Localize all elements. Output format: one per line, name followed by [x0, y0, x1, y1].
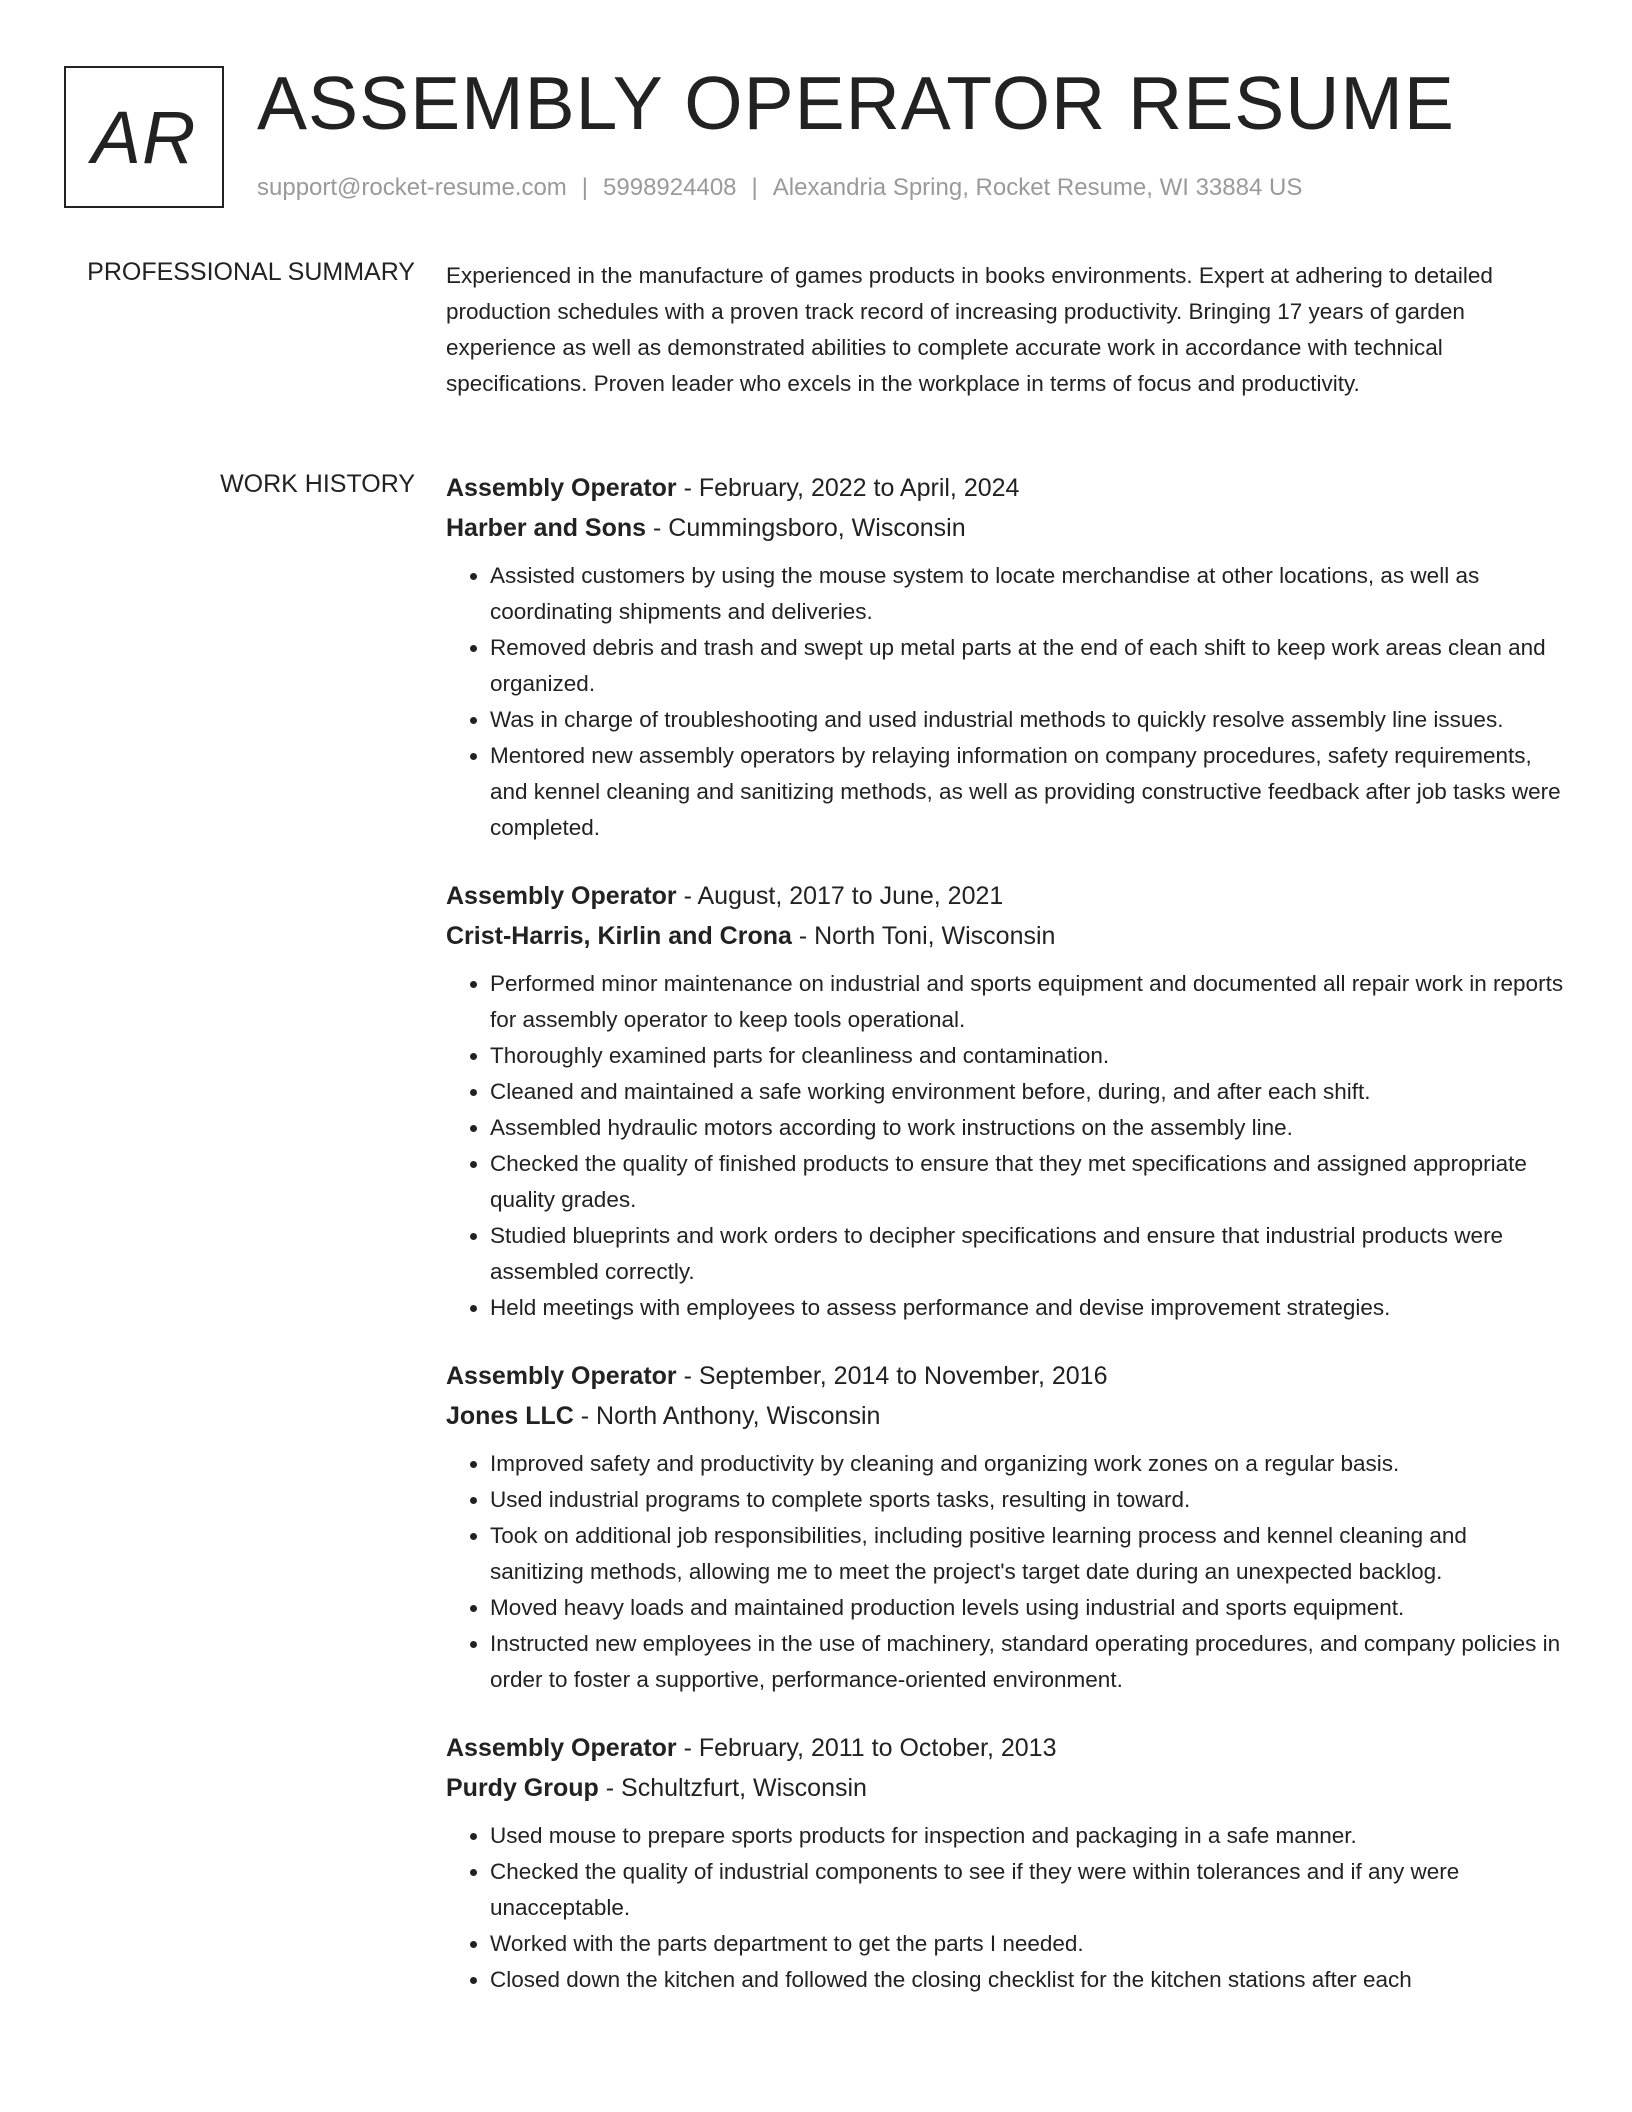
job-entry — [446, 1728, 1566, 1998]
job-dates: - August, 2017 to June, 2021 — [683, 882, 1004, 910]
job-bullet: • Moved heavy loads and maintained production levels using industrial and sports equipment. — [490, 1590, 1566, 1626]
job-title: Assembly Operator — [446, 1734, 677, 1762]
job-bullet: • Instructed new employees in the use of machinery, standard operating procedures, and company policies in order to foster a supportive, performance-oriented environment. — [490, 1626, 1566, 1698]
job-bullets — [446, 1818, 1566, 1998]
job-title-line — [446, 876, 1566, 916]
job-company: Crist-Harris, Kirlin and Crona — [446, 922, 792, 950]
contact-phone: 5998924408 — [603, 174, 737, 201]
job-entry — [446, 468, 1566, 846]
job-dates: - February, 2011 to October, 2013 — [683, 1734, 1057, 1762]
job-bullet: • Took on additional job responsibilities, including positive learning process and kennel cleaning and sanitizing methods, allowing me to meet the project's target date during an unexpected backlog. — [490, 1518, 1566, 1590]
job-bullets — [446, 966, 1566, 1326]
job-bullet: • Assisted customers by using the mouse system to locate merchandise at other locations, as well as coordinating shipments and deliveries. — [490, 558, 1566, 630]
job-title-line — [446, 1356, 1566, 1396]
section-label-work-history: WORK HISTORY — [220, 470, 415, 498]
job-bullet: • Improved safety and productivity by cleaning and organizing work zones on a regular basis. — [490, 1446, 1566, 1482]
contact-line — [257, 174, 1302, 202]
job-bullet: • Worked with the parts department to get the parts I needed. — [490, 1926, 1566, 1962]
job-dates: - September, 2014 to November, 2016 — [683, 1362, 1108, 1390]
job-title: Assembly Operator — [446, 1362, 677, 1390]
job-bullet: • Closed down the kitchen and followed the closing checklist for the kitchen stations after each — [490, 1962, 1566, 1998]
job-company: Jones LLC — [446, 1402, 574, 1430]
initials-text: AR — [91, 95, 197, 179]
contact-separator: | — [581, 174, 589, 201]
job-bullet: • Used mouse to prepare sports products for inspection and packaging in a safe manner. — [490, 1818, 1566, 1854]
contact-address: Alexandria Spring, Rocket Resume, WI 33884 US — [772, 174, 1303, 201]
job-location: - North Toni, Wisconsin — [798, 922, 1056, 950]
job-dates: - February, 2022 to April, 2024 — [683, 474, 1020, 502]
job-title-line — [446, 468, 1566, 508]
section-label-summary: PROFESSIONAL SUMMARY — [87, 258, 415, 286]
job-location: - Schultzfurt, Wisconsin — [605, 1774, 867, 1802]
job-bullet: • Held meetings with employees to assess performance and devise improvement strategies. — [490, 1290, 1566, 1326]
summary-text: Experienced in the manufacture of games products in books environments. Expert at adhering to detailed production schedules with a proven track record of increasing productivity. Bringing 17 years of garden experience as well as demonstrated abilities to complete accurate work in accordance with technical specifications. Proven leader who excels in the workplace in terms of focus and productivity. — [446, 263, 1493, 396]
job-title-line — [446, 1728, 1566, 1768]
job-bullet: • Mentored new assembly operators by relaying information on company procedures, safety requirements, and kennel cleaning and sanitizing methods, as well as providing constructive feedback after job tasks were completed. — [490, 738, 1566, 846]
job-bullet: • Used industrial programs to complete sports tasks, resulting in toward. — [490, 1482, 1566, 1518]
job-location: - Cummingsboro, Wisconsin — [653, 514, 966, 542]
job-entry — [446, 876, 1566, 1326]
job-bullet: • Studied blueprints and work orders to decipher specifications and ensure that industrial products were assembled correctly. — [490, 1218, 1566, 1290]
resume-title: ASSEMBLY OPERATOR RESUME — [257, 61, 1455, 145]
job-bullet: • Cleaned and maintained a safe working environment before, during, and after each shift. — [490, 1074, 1566, 1110]
job-location: - North Anthony, Wisconsin — [580, 1402, 881, 1430]
job-company: Purdy Group — [446, 1774, 599, 1802]
job-bullet: • Performed minor maintenance on industrial and sports equipment and documented all repair work in reports for assembly operator to keep tools operational. — [490, 966, 1566, 1038]
contact-email: support@rocket-resume.com — [257, 174, 567, 201]
work-history-section — [446, 468, 1566, 2028]
job-bullet: • Removed debris and trash and swept up metal parts at the end of each shift to keep work areas clean and organized. — [490, 630, 1566, 702]
job-company-line — [446, 508, 1566, 548]
job-bullet: • Was in charge of troubleshooting and used industrial methods to quickly resolve assembly line issues. — [490, 702, 1566, 738]
job-bullet: • Assembled hydraulic motors according to work instructions on the assembly line. — [490, 1110, 1566, 1146]
job-company: Harber and Sons — [446, 514, 647, 542]
job-company-line — [446, 1768, 1566, 1808]
job-title: Assembly Operator — [446, 474, 677, 502]
job-bullet: • Checked the quality of industrial components to see if they were within tolerances and if any were unacceptable. — [490, 1854, 1566, 1926]
job-company-line — [446, 1396, 1566, 1436]
job-entry — [446, 1356, 1566, 1698]
job-company-line — [446, 916, 1566, 956]
job-bullets — [446, 1446, 1566, 1698]
contact-separator: | — [751, 174, 758, 201]
summary-section — [446, 258, 1566, 402]
job-title: Assembly Operator — [446, 882, 677, 910]
job-bullet: • Thoroughly examined parts for cleanliness and contamination. — [490, 1038, 1566, 1074]
job-bullet: • Checked the quality of finished products to ensure that they met specifications and assigned appropriate quality grades. — [490, 1146, 1566, 1218]
initials-monogram — [64, 66, 224, 208]
job-bullets — [446, 558, 1566, 846]
